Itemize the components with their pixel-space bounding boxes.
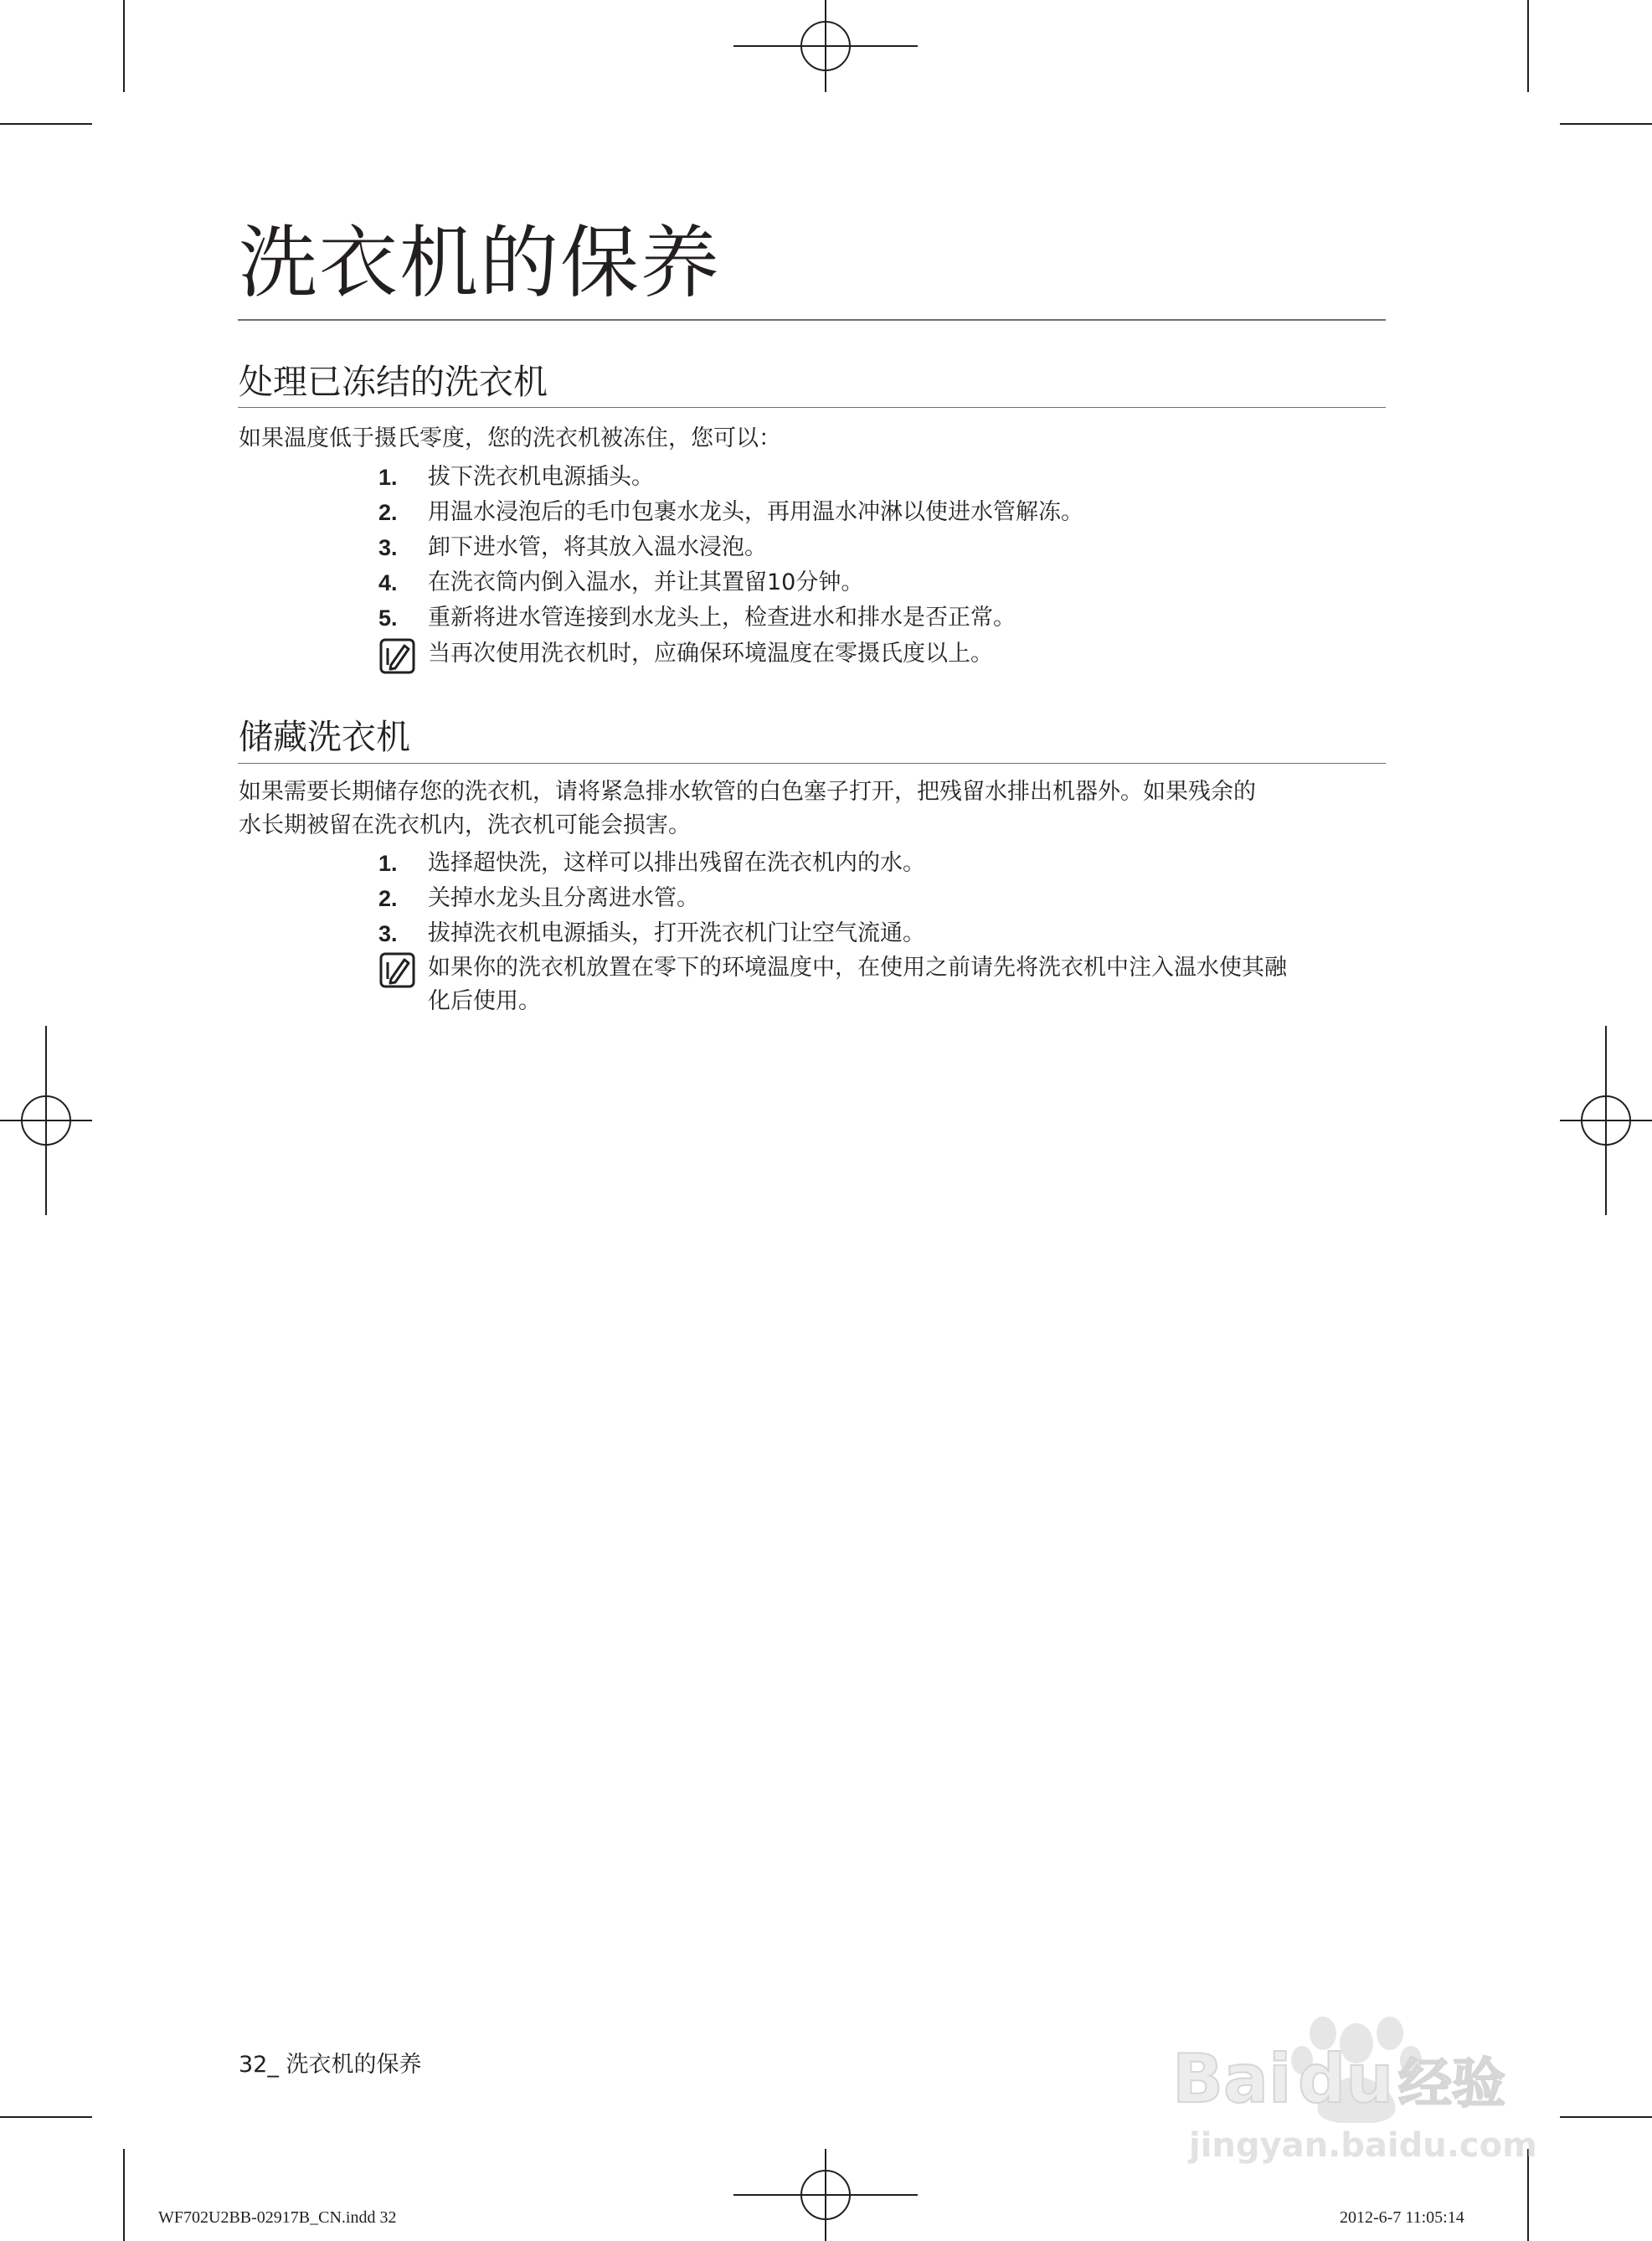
step-text: 卸下进水管，将其放入温水浸泡。 bbox=[428, 534, 767, 560]
step-number: 2. bbox=[378, 500, 398, 525]
step-text: 选择超快洗，这样可以排出残留在洗衣机内的水。 bbox=[428, 850, 925, 876]
step-number: 3. bbox=[378, 535, 398, 560]
section-intro-storage-line2: 水长期被留在洗衣机内，洗衣机可能会损害。 bbox=[239, 812, 691, 838]
step-number: 3. bbox=[378, 921, 398, 946]
step-text: 拔掉洗衣机电源插头，打开洗衣机门让空气流通。 bbox=[428, 920, 925, 946]
svg-text:经验: 经验 bbox=[1398, 2053, 1505, 2115]
section-heading-frozen: 处理已冻结的洗衣机 bbox=[239, 362, 548, 402]
title-divider bbox=[238, 319, 1386, 321]
step-number: 1. bbox=[378, 465, 398, 490]
step-number: 1. bbox=[378, 851, 398, 876]
section-intro-frozen: 如果温度低于摄氏零度，您的洗衣机被冻住，您可以： bbox=[239, 425, 781, 451]
section-intro-storage-line1: 如果需要长期储存您的洗衣机，请将紧急排水软管的白色塞子打开，把残留水排出机器外。如果残余的 bbox=[239, 779, 1256, 805]
note-text-line1: 如果你的洗衣机放置在零下的环境温度中，在使用之前请先将洗衣机中注入温水使其融 bbox=[428, 955, 1287, 981]
svg-text:jingyan.baidu.com: jingyan.baidu.com bbox=[1189, 2126, 1537, 2165]
step-number: 4. bbox=[378, 570, 398, 595]
page-title: 洗衣机的保养 bbox=[239, 218, 722, 309]
page-footer: 32_ 洗衣机的保养 bbox=[239, 2052, 422, 2078]
file-slug: WF702U2BB-02917B_CN.indd 32 bbox=[158, 2208, 397, 2227]
print-timestamp: 2012-6-7 11:05:14 bbox=[1340, 2208, 1464, 2227]
crop-mark-icon bbox=[733, 0, 918, 92]
step-number: 2. bbox=[378, 886, 398, 911]
crop-mark-icon bbox=[733, 2149, 918, 2241]
section-divider bbox=[238, 763, 1386, 764]
section-divider bbox=[238, 407, 1386, 408]
step-text: 用温水浸泡后的毛巾包裹水龙头，再用温水冲淋以使进水管解冻。 bbox=[428, 499, 1083, 525]
note-text-line2: 化后使用。 bbox=[428, 988, 541, 1014]
step-text: 在洗衣筒内倒入温水，并让其置留10分钟。 bbox=[428, 569, 864, 595]
step-text: 拔下洗衣机电源插头。 bbox=[428, 464, 654, 490]
note-pencil-icon bbox=[378, 637, 416, 675]
step-text: 关掉水龙头且分离进水管。 bbox=[428, 885, 699, 911]
svg-text:Bai: Bai bbox=[1172, 2040, 1292, 2118]
note-text: 当再次使用洗衣机时，应确保环境温度在零摄氏度以上。 bbox=[428, 641, 993, 667]
step-number: 5. bbox=[378, 605, 398, 631]
crop-mark-icon bbox=[1560, 1026, 1652, 1215]
svg-text:du: du bbox=[1298, 2040, 1394, 2118]
crop-mark-icon bbox=[0, 1026, 92, 1215]
note-pencil-icon bbox=[378, 951, 416, 989]
step-text: 重新将进水管连接到水龙头上，检查进水和排水是否正常。 bbox=[428, 605, 1016, 631]
baidu-watermark-logo bbox=[1155, 1985, 1557, 2186]
section-heading-storage: 储藏洗衣机 bbox=[239, 717, 410, 757]
